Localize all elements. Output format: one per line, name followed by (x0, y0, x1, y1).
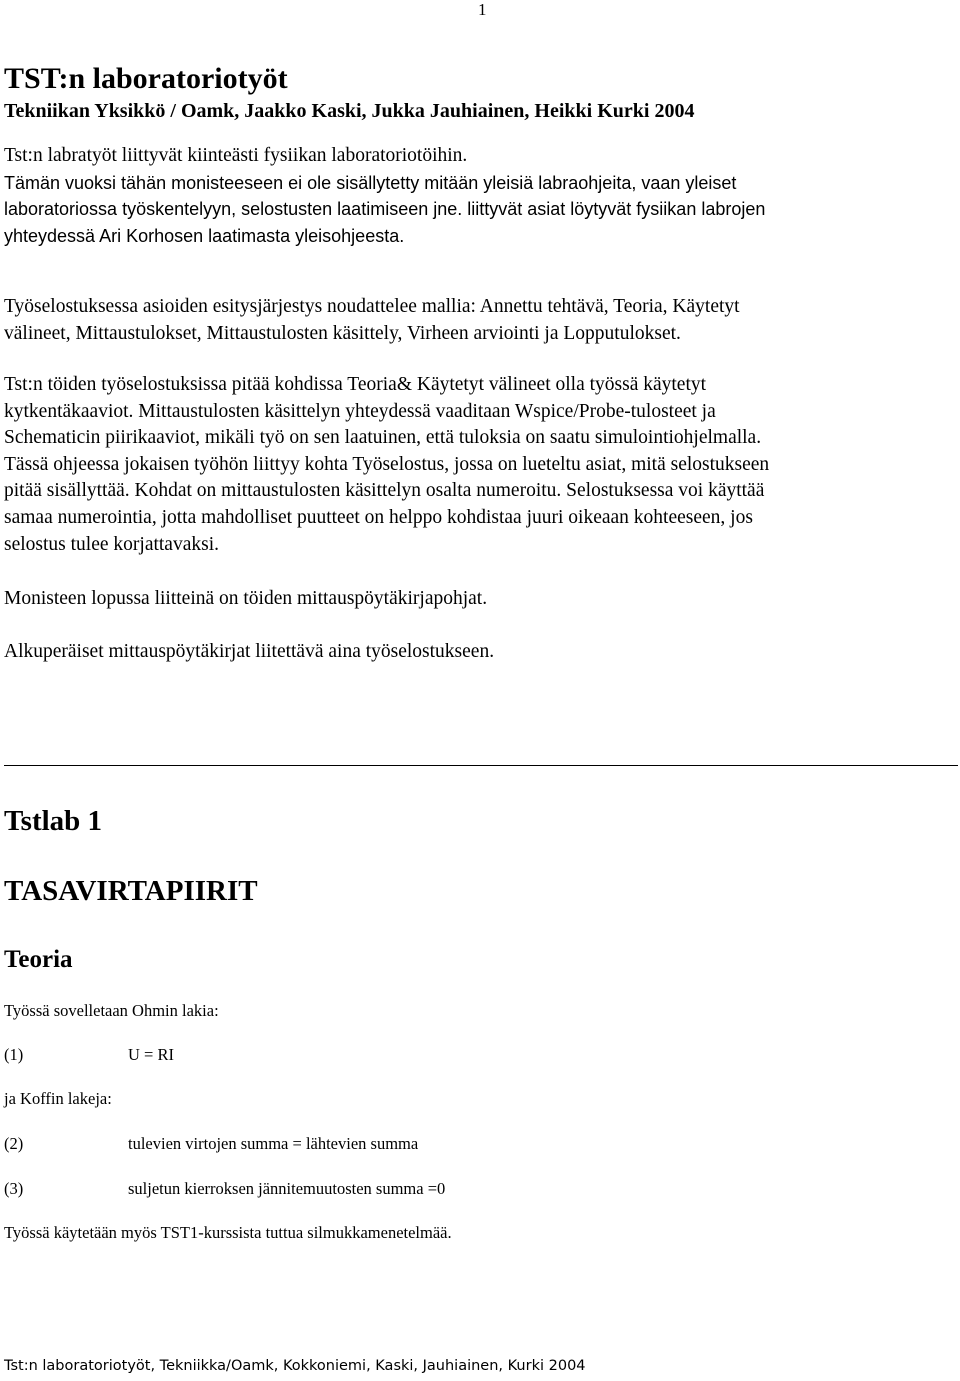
appendix-paragraph: Monisteen lopussa liitteinä on töiden mittauspöytäkirjapohjat. (4, 588, 488, 609)
page-number: 1 (478, 0, 487, 19)
lab-heading: Tstlab 1 (4, 805, 103, 837)
page-footer: Tst:n laboratoriotyöt, Tekniikka/Oamk, Kokkoniemi, Kaski, Jauhiainen, Kurki 2004 (4, 1358, 586, 1374)
document-subtitle: Tekniikan Yksikkö / Oamk, Jaakko Kaski, Jukka Jauhiainen, Heikki Kurki 2004 (4, 100, 695, 122)
text-line: kytkentäkaaviot. Mittaustulosten käsittelyn yhteydessä vaaditaan Wspice/Probe-tulosteet ja (4, 400, 716, 422)
requirements-paragraph (4, 372, 956, 558)
text-line: Tämän vuoksi tähän monisteeseen ei ole sisällytetty mitään yleisiä labraohjeita, vaan yleiset (4, 172, 737, 193)
text-line: Schematicin piirikaaviot, mikäli työ on sen laatuinen, että tuloksia on saatu simulointiohjelmalla. (4, 427, 762, 449)
intro-paragraph (4, 143, 956, 249)
equation-voltage-law: suljetun kierroksen jännitemuutosten summa =0 (128, 1179, 446, 1198)
text-line: yhteydessä Ari Korhosen laatimasta yleisohjeesta. (4, 225, 405, 246)
text-line: pitää sisällyttää. Kohdat on mittaustulosten käsittelyn osalta numeroitu. Selostuksessa voi käyttää (4, 480, 765, 502)
text-line: laboratoriossa työskentelyyn, selostusten laatimiseen jne. liittyvät asiat löytyvät fysiikan labrojen (4, 199, 766, 220)
main-heading: TASAVIRTAPIIRIT (4, 875, 258, 907)
text-line: Työselostuksessa asioiden esitysjärjestys noudattelee mallia: Annettu tehtävä, Teoria, Käytetyt (4, 296, 740, 317)
text-line: samaa numerointia, jotta mahdolliset puutteet on helppo kohdistaa juuri oikeaan kohteeseen, jos (4, 506, 753, 528)
equation-number: (1) (4, 1045, 24, 1064)
text-line: Tst:n labratyöt liittyvät kiinteästi fysiikan laboratoriotöihin. (4, 145, 468, 166)
section-heading-teoria: Teoria (4, 946, 73, 973)
equation-number: (2) (4, 1134, 24, 1153)
text-line: Tst:n töiden työselostuksissa pitää kohdissa Teoria& Käytetyt välineet olla työssä käytetyt (4, 374, 707, 395)
text-line: välineet, Mittaustulokset, Mittaustulosten käsittely, Virheen arviointi ja Lopputulokset. (4, 322, 681, 344)
kirchhoff-intro: ja Koffin lakeja: (4, 1089, 112, 1108)
text-line: selostus tulee korjattavaksi. (4, 533, 219, 555)
text-line: Tässä ohjeessa jokaisen työhön liittyy kohta Työselostus, jossa on lueteltu asiat, mitä selostukseen (4, 453, 770, 475)
document-title: TST:n laboratoriotyöt (4, 62, 288, 95)
original-protocols-paragraph: Alkuperäiset mittauspöytäkirjat liitettävä aina työselostukseen. (4, 641, 495, 662)
section-divider (4, 765, 958, 766)
ohm-intro: Työssä sovelletaan Ohmin lakia: (4, 1001, 219, 1020)
closing-sentence: Työssä käytetään myös TST1-kurssista tuttua silmukkamenetelmää. (4, 1223, 452, 1242)
structure-paragraph (4, 294, 956, 347)
equation-ohm: U = RI (128, 1045, 174, 1064)
equation-number: (3) (4, 1179, 24, 1198)
equation-current-law: tulevien virtojen summa = lähtevien summa (128, 1134, 419, 1153)
